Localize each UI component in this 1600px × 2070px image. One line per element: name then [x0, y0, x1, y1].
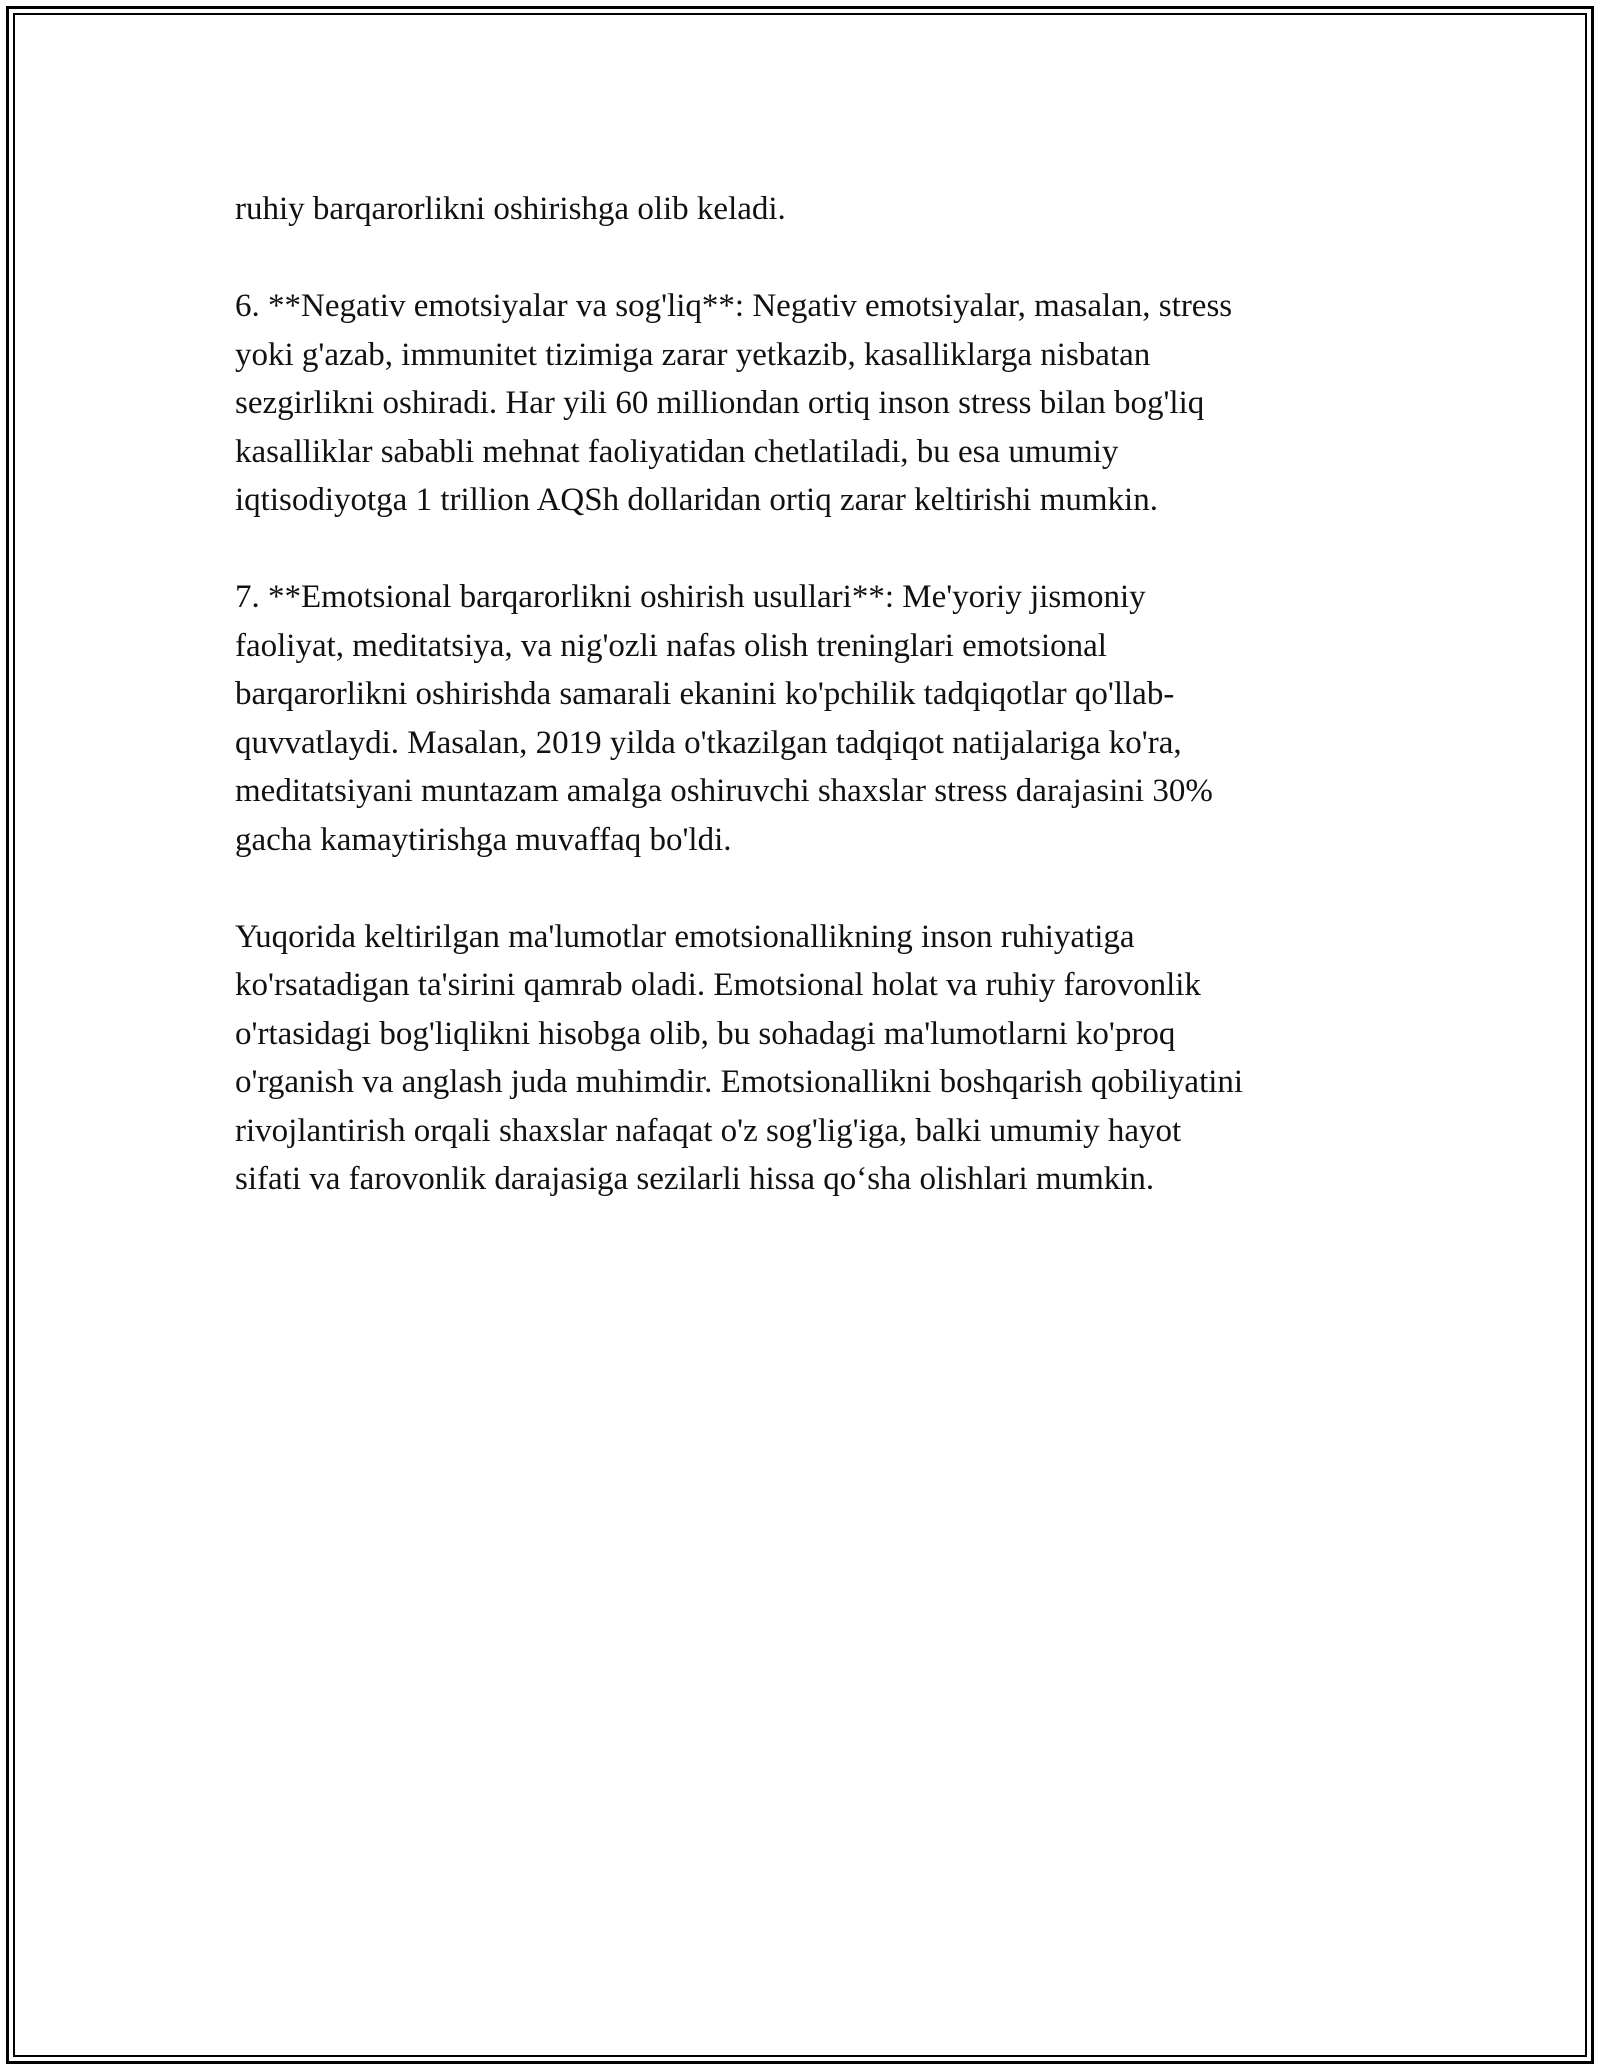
text-line: 7. **Emotsional barqarorlikni oshirish usullari**: Me'yoriy jismoniy — [235, 579, 1146, 615]
document-text — [235, 185, 1385, 1252]
text-line: o'rtasidagi bog'liqlikni hisobga olib, bu sohadagi ma'lumotlarni ko'proq — [235, 1015, 1176, 1052]
text-line: ko'rsatadigan ta'sirini qamrab oladi. Emotsional holat va ruhiy farovonlik — [235, 967, 1201, 1003]
text-line: iqtisodiyotga 1 trillion AQSh dollaridan ortiq zarar keltirishi mumkin. — [235, 482, 1158, 518]
text-line: yoki g'azab, immunitet tizimiga zarar yetkazib, kasalliklarga nisbatan — [235, 336, 1151, 373]
text-line: 6. **Negativ emotsiyalar va sog'liq**: Negativ emotsiyalar, masalan, stress — [235, 288, 1233, 324]
text-line: ruhiy barqarorlikni oshirishga olib keladi. — [235, 191, 786, 227]
paragraph-continuation — [235, 185, 1385, 234]
text-line: sezgirlikni oshiradi. Har yili 60 milliondan ortiq inson stress bilan bog'liq — [235, 385, 1205, 421]
text-line: faoliyat, meditatsiya, va nig'ozli nafas olish treninglari emotsional — [235, 627, 1107, 664]
text-line: Yuqorida keltirilgan ma'lumotlar emotsionallikning inson ruhiyatiga — [235, 918, 1135, 955]
text-line: sifati va farovonlik darajasiga sezilarli hissa qo‘sha olishlari mumkin. — [235, 1161, 1155, 1197]
paragraph-conclusion — [235, 913, 1385, 1204]
text-line: meditatsiyani muntazam amalga oshiruvchi shaxslar stress darajasini 30% — [235, 773, 1213, 809]
paragraph-stability-methods — [235, 573, 1385, 864]
text-line: gacha kamaytirishga muvaffaq bo'ldi. — [235, 821, 732, 858]
text-line: o'rganish va anglash juda muhimdir. Emotsionallikni boshqarish qobiliyatini — [235, 1064, 1244, 1100]
text-line: kasalliklar sababli mehnat faoliyatidan chetlatiladi, bu esa umumiy — [235, 433, 1119, 470]
paragraph-negative-emotions — [235, 282, 1385, 525]
text-line: barqarorlikni oshirishda samarali ekanini ko'pchilik tadqiqotlar qo'llab- — [235, 676, 1175, 712]
text-line: rivojlantirish orqali shaxslar nafaqat o'z sog'lig'iga, balki umumiy hayot — [235, 1112, 1182, 1149]
text-line: quvvatlaydi. Masalan, 2019 yilda o'tkazilgan tadqiqot natijalariga ko'ra, — [235, 724, 1182, 761]
